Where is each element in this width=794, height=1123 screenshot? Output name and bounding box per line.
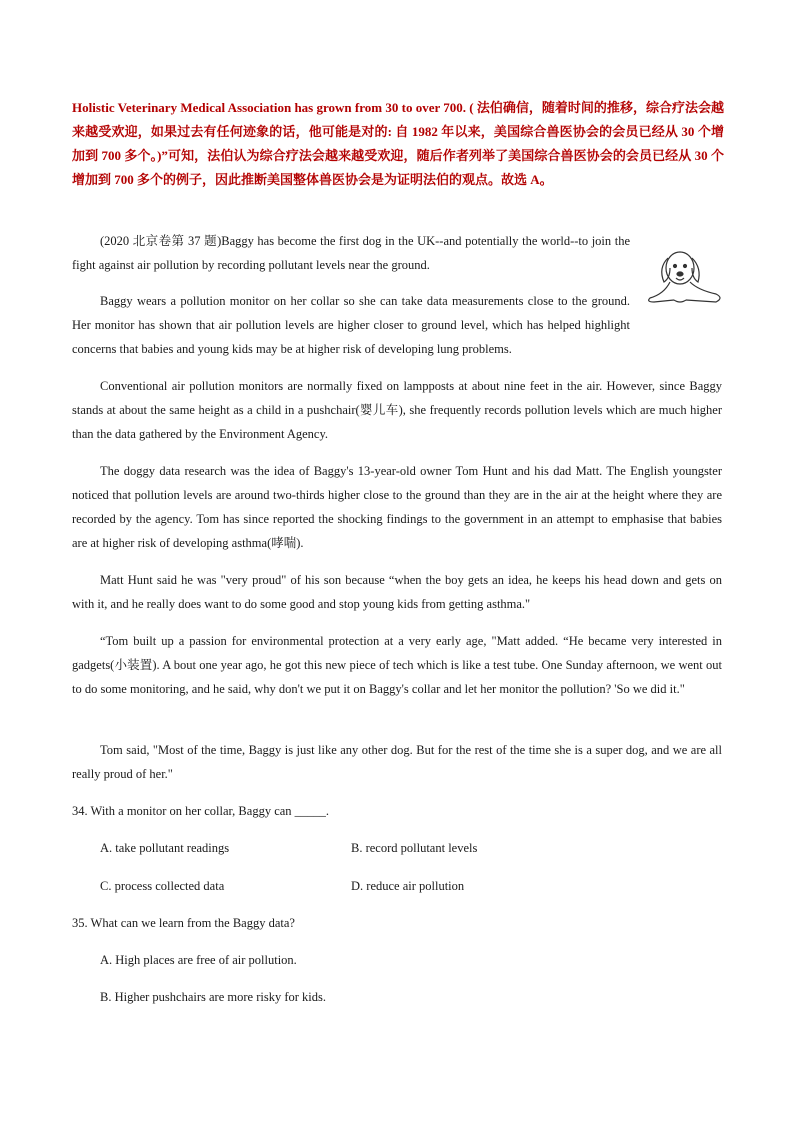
answer-explanation: Holistic Veterinary Medical Association has grown from 30 to over 700. ( 法伯确信，随着时间的推移，综合疗法会越来越受欢迎，如果过去有任何迹象的话，他可能是对的: 自 1982 年以来，美国综合兽医协会的会员已经从 30 个增加到 700 多个。)”可知，法伯认为综合疗法会越来越受欢迎，随后作者列举了美国综合兽医协会的会员已经从 30 个增加到 700 多个的例子，因此推断美国整体兽医协会是为证明法伯的观点。故选 A。 (72, 100, 724, 187)
passage-paragraph-1: (2020 北京卷第 37 题)Baggy has become the first dog in the UK--and potentially the world--to join the fight against air pollution by recording pollutant levels near the ground. (72, 234, 630, 272)
passage-paragraph-4: The doggy data research was the idea of Baggy's 13-year-old owner Tom Hunt and his dad Matt. The English youngster noticed that pollution levels are around two-thirds higher close to the ground than they are in the air at the height where they are recorded by the agency. Tom has since reported the shocking findings to the government in an attempt to emphasise that babies are at higher risk of developing asthma(哮喘). (72, 464, 722, 550)
question-35-stem: 35. What can we learn from the Baggy data? (72, 916, 295, 930)
passage-paragraph-6: “Tom built up a passion for environmental protection at a very early age, "Matt added. “He became very interested in gadgets(小装置). A bout one year ago, he got this new piece of tech which is like a test tube. One Sunday afternoon, we went out to do some monitoring, and he said, why don't we put it on Baggy's collar and let her monitor the pollution? 'So we did it." (72, 634, 722, 696)
passage-paragraph-7: Tom said, "Most of the time, Baggy is just like any other dog. But for the rest of the time she is a super dog, and we are all really proud of her." (72, 743, 722, 781)
question-35-option-b: B. Higher pushchairs are more risky for kids. (100, 990, 326, 1004)
question-34-option-d: D. reduce air pollution (351, 879, 465, 893)
question-35-option-a: A. High places are free of air pollution. (100, 953, 297, 967)
question-34-option-a: A. take pollutant readings (100, 841, 230, 855)
passage-paragraph-5: Matt Hunt said he was "very proud" of his son because “when the boy gets an idea, he keeps his head down and gets on with it, and he really does want to do some good and stop young kids from getting asthma." (72, 573, 722, 611)
dog-illustration (640, 238, 726, 308)
question-34-option-c: C. process collected data (100, 879, 225, 893)
question-34-stem: 34. With a monitor on her collar, Baggy can _____. (72, 804, 330, 818)
question-34-option-b: B. record pollutant levels (351, 841, 478, 855)
passage-paragraph-3: Conventional air pollution monitors are normally fixed on lampposts at about nine feet in the air. However, since Baggy stands at about the same height as a child in a pushchair(婴儿车), she frequently records pollution levels which are much higher than the data gathered by the Environment Agency. (72, 379, 722, 441)
passage-paragraph-2: Baggy wears a pollution monitor on her collar so she can take data measurements close to the ground. Her monitor has shown that air pollution levels are higher closer to ground level, which has helped highlight concerns that babies and young kids may be at higher risk of developing lung problems. (72, 294, 630, 356)
